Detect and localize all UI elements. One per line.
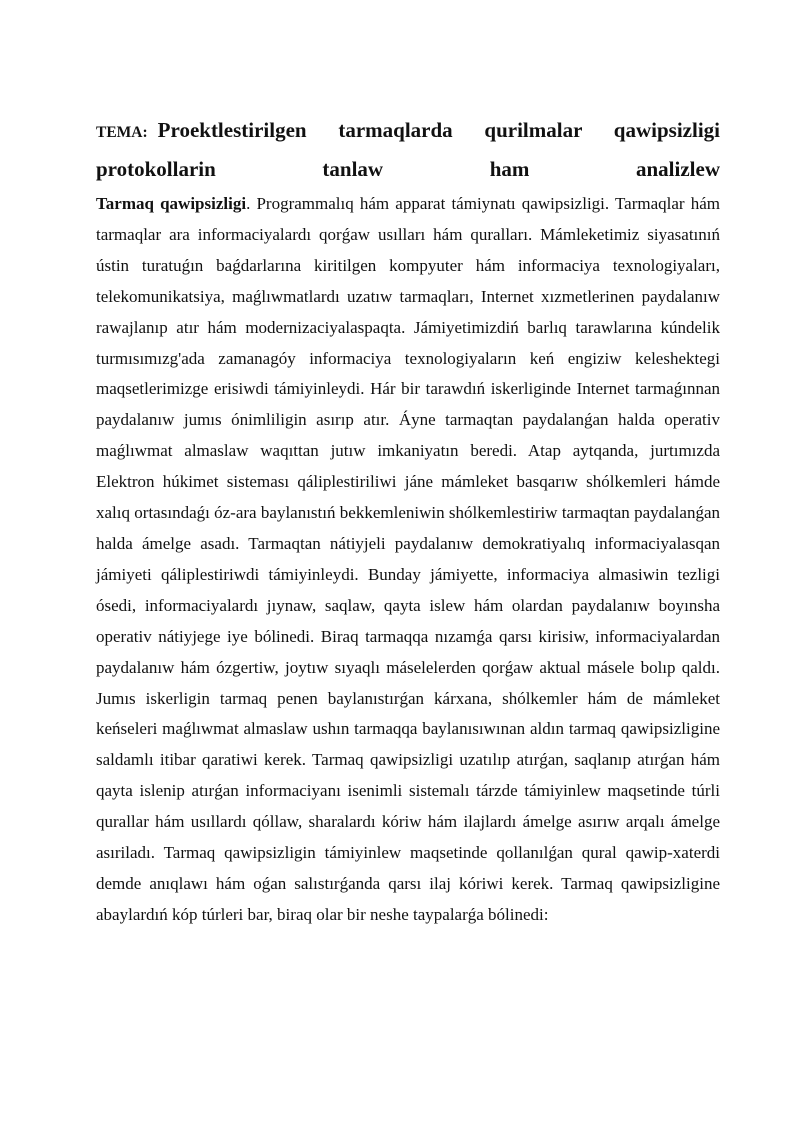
document-page (96, 112, 720, 931)
title-label: TEMA: (96, 124, 148, 141)
title-text: Proektlestirilgen tarmaqlarda qurilmalar qawipsizligi protokollarin tanlaw ham analizlew (96, 118, 720, 181)
body-paragraph (96, 189, 720, 931)
lead-term: Tarmaq qawipsizligi (96, 194, 247, 213)
paragraph-text: . Programmalıq hám apparat támiynatı qawipsizligi. Tarmaqlar hám tarmaqlar ara informaciyalardı qorǵaw usılları hám quralları. Mámleketimiz siyasatınıń ústin turatuǵın baǵdarlarına kiritilgen kompyuter hám informaciya texnologiyaları, telekomunikatsiya, maǵlıwmatlardı uzatıw tarmaqları, Internet xızmetlerinen paydalanıw rawajlanıp atır hám modernizaciyalaspaqta. Jámiyetimizdiń barlıq tarawlarına kúndelik turmısımızg'ada zamanagóy informaciya texnologiyaların keń engiziw keleshektegi maqsetlerimizge erisiwdi támiyinleydi. Hár bir tarawdıń iskerliginde Internet tarmaǵınnan paydalanıw jumıs ónimliligin asırıp atır. Áyne tarmaqtan paydalanǵan halda operativ maǵlıwmat almaslaw waqıttan jutıw imkaniyatın beredi. Atap aytqanda, jurtımızda Elektron húkimet sisteması qáliplestiriliwi jáne mámleket basqarıw shólkemleri hámde xalıq ortasındaǵı óz-ara baylanıstıń bekkemleniwin shólkemlestiriw tarmaqtan paydalanǵan halda ámelge asadı. Tarmaqtan nátiyjeli paydalanıw demokratiyalıq informaciyalasqan jámiyeti qáliplestiriwdi támiyinleydi. Bunday jámiyette, informaciya almasiwin tezligi ósedi, informaciyalardı jıynaw, saqlaw, qayta islew hám olardan paydalanıw boyınsha operativ nátiyjege iye bólinedi. Biraq tarmaqqa nızamǵa qarsı kirisiw, informaciyalardan paydalanıw hám ózgertiw, joytıw sıyaqlı máselelerden qorǵaw aktual másele bolıp qaldı. Jumıs iskerligin tarmaq penen baylanıstırǵan kárxana, shólkemler hám de mámleket keńseleri maǵlıwmat almaslaw ushın tarmaqqa baylanısıwınan aldın tarmaq qawipsizligine saldamlı itibar qaratiwi kerek. Tarmaq qawipsizligi uzatılıp atırǵan, saqlanıp atırǵan hám qayta islenip atırǵan informaciyanı isenimli sistemalı tárzde támiyinlew maqsetinde túrli qurallar hám usıllardı qóllaw, sharalardı kóriw hám ilajlardı ámelge asırıw arqalı ámelge asıriladı. Tarmaq qawipsizligin támiyinlew maqsetinde qollanılǵan qural qawip-xaterdi demde anıqlawı hám oǵan salıstırǵanda qarsı ilaj kóriwi kerek. Tarmaq qawipsizligine abaylardıń kóp túrleri bar, biraq olar bir neshe taypalarǵa bólinedi: (96, 194, 721, 924)
document-title (96, 112, 720, 187)
